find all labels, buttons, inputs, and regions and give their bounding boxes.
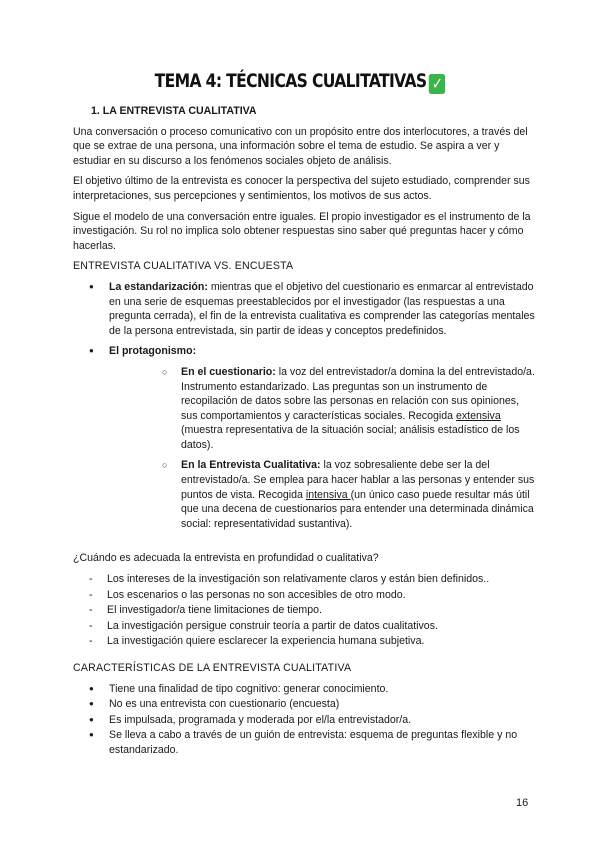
question-text: ¿Cuándo es adecuada la entrevista en profundidad o cualitativa?	[73, 552, 379, 565]
list-item: - El investigador/a tiene limitaciones de tiempo.	[73, 603, 535, 618]
page-title	[54, 70, 546, 94]
sub-list-item	[109, 365, 535, 453]
paragraph-1: Una conversación o proceso comunicativo con un propósito entre dos interlocutores, a través del que se extrae de una persona, una información sobre el tema de estudio. Se aspira a ver y estudiar en su discurso a los fenómenos sociales objeto de análisis.	[73, 125, 528, 167]
list-item: ● Tiene una finalidad de tipo cognitivo: generar conocimiento.	[73, 682, 535, 697]
comparison-heading: ENTREVISTA CUALITATIVA VS. ENCUESTA	[73, 260, 294, 273]
title-text: TEMA 4: TÉCNICAS CUALITATIVAS	[154, 70, 427, 92]
sub-label: En la Entrevista Cualitativa:	[181, 459, 321, 472]
list-item: - Los intereses de la investigación son relativamente claros y están bien definidos..	[73, 572, 535, 587]
sub-text: (un único caso puede resultar más útil que una decena de cuestionarios para entender una determinada dinámica social: representatividad sustantiva).	[181, 488, 534, 530]
list-item: - La investigación persigue construir teoría a partir de datos cualitativos.	[73, 619, 535, 634]
question-list	[73, 572, 535, 649]
bullet-text: mientras que el objetivo del cuestionario es enmarcar al entrevistado en una serie de esquemas preestablecidos por el investigador (las respuestas a una pregunta cerrada), el fin de la entrevista cualitativa es comprender las categorías mentales de la persona entrevistada, sin partir de ideas y conceptos predefinidos.	[109, 280, 535, 337]
list-item	[73, 344, 535, 531]
paragraph-3: Sigue el modelo de una conversación entre iguales. El propio investigador es el instrumento de la investigación. Su rol no implica solo obtener respuestas sino saber qué preguntas hacer y cómo hacerlas.	[73, 210, 531, 252]
characteristics-heading: CARACTERÍSTICAS DE LA ENTREVISTA CUALITATIVA	[73, 662, 352, 674]
page-number: 16	[516, 797, 529, 809]
section-heading: 1. LA ENTREVISTA CUALITATIVA	[91, 105, 257, 117]
underlined-term: intensiva	[305, 488, 351, 501]
list-item: - Los escenarios o las personas no son accesibles de otro modo.	[73, 588, 535, 603]
bullet-label: La estandarización:	[109, 280, 208, 293]
list-item: - La investigación quiere esclarecer la experiencia humana subjetiva.	[73, 634, 535, 649]
characteristics-list	[73, 682, 535, 758]
list-item: ● Es impulsada, programada y moderada por el/la entrevistador/a.	[73, 713, 535, 728]
check-mark-icon: ✓	[429, 74, 445, 94]
sub-label: En el cuestionario:	[181, 365, 276, 378]
sub-list-item	[109, 458, 535, 531]
paragraph-2: El objetivo último de la entrevista es conocer la perspectiva del sujeto estudiado, comprender sus interpretaciones, sus percepciones y sentimientos, los motivos de sus actos.	[73, 175, 530, 202]
sub-text: la voz sobresaliente debe ser la del entrevistado/a. Se emplea para hacer hablar a las personas y entender sus puntos de vista. Recogida	[181, 459, 535, 501]
bullet-label: El protagonismo:	[109, 345, 197, 358]
list-item	[73, 280, 535, 338]
sub-text: (muestra representativa de la situación social; análisis estadístico de los datos).	[181, 424, 520, 451]
comparison-list	[73, 280, 535, 532]
list-item: ● No es una entrevista con cuestionario (encuesta)	[73, 697, 535, 712]
document-body	[73, 104, 535, 759]
sub-text: la voz del entrevistador/a domina la del entrevistado/a. Instrumento estandarizado. Las preguntas son un instrumento de recopilación de datos sobre las personas en relación con sus opiniones, sus comportamientos y características sociales. Recogida	[181, 365, 535, 422]
list-item: ● Se lleva a cabo a través de un guión de entrevista: esquema de preguntas flexible y no estandarizado.	[73, 728, 535, 757]
underlined-term: extensiva	[455, 409, 501, 422]
sub-list	[109, 365, 535, 532]
